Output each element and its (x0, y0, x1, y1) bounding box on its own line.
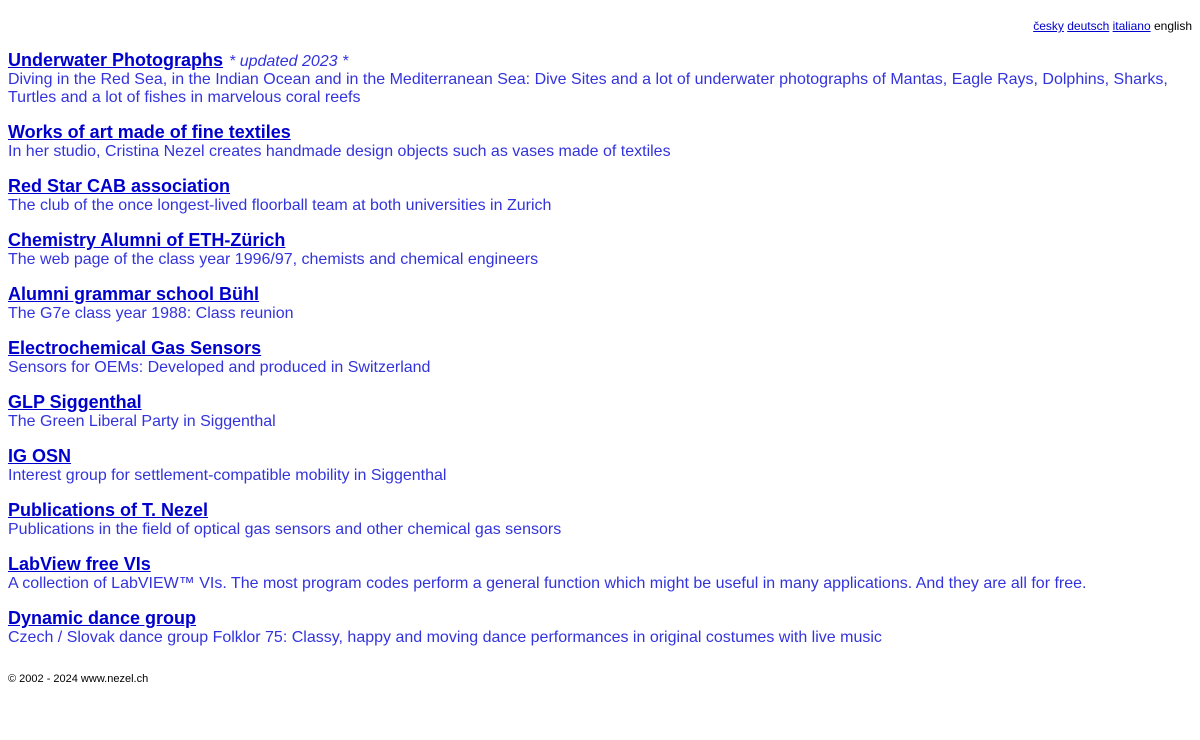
entry-update-note: * updated 2023 * (229, 53, 349, 70)
lang-link-czech[interactable]: česky (1033, 19, 1064, 33)
entry-title-link[interactable]: Chemistry Alumni of ETH-Zürich (8, 230, 286, 250)
entry-title-link[interactable]: Alumni grammar school Bühl (8, 284, 260, 304)
entry-title-link[interactable]: Publications of T. Nezel (8, 500, 209, 520)
entry-title-link[interactable]: Underwater Photographs (8, 50, 224, 70)
entry-description: Diving in the Red Sea, in the Indian Ocean and in the Mediterranean Sea: Dive Sites and a lot of underwater photographs of Mantas, Eagle Rays, Dolphins, Sharks, Turtles and a lot of fishes in marvelous coral reefs (8, 71, 1168, 106)
list-item (8, 122, 1192, 161)
entry-title-link[interactable]: GLP Siggenthal (8, 392, 142, 412)
entry-title-link[interactable]: Red Star CAB association (8, 176, 231, 196)
list-item (8, 446, 1192, 485)
entry-title-link[interactable]: Works of art made of fine textiles (8, 122, 291, 142)
entry-title-link[interactable]: Electrochemical Gas Sensors (8, 338, 262, 358)
entry-description: Publications in the field of optical gas sensors and other chemical gas sensors (8, 521, 562, 538)
list-item (8, 230, 1192, 269)
entry-description: Czech / Slovak dance group Folklor 75: Classy, happy and moving dance performances in original costumes with live music (8, 629, 882, 646)
footer-copyright: © 2002 - 2024 www.nezel.ch (8, 673, 149, 685)
list-item (8, 554, 1192, 593)
entry-title-link[interactable]: LabView free VIs (8, 554, 151, 574)
entry-title-link[interactable]: Dynamic dance group (8, 608, 197, 628)
language-switcher (1033, 19, 1192, 33)
list-item (8, 500, 1192, 539)
entry-description: Sensors for OEMs: Developed and produced in Switzerland (8, 359, 431, 376)
entry-description: In her studio, Cristina Nezel creates handmade design objects such as vases made of textiles (8, 143, 671, 160)
entry-description: The G7e class year 1988: Class reunion (8, 305, 294, 322)
list-item (8, 608, 1192, 647)
entry-description: A collection of LabVIEW™ VIs. The most program codes perform a general function which might be useful in many applications. And they are all for free. (8, 575, 1087, 592)
entry-description: Interest group for settlement-compatible mobility in Siggenthal (8, 467, 447, 484)
lang-link-italian[interactable]: italiano (1112, 19, 1151, 33)
list-item (8, 176, 1192, 215)
lang-current-english: english (1153, 19, 1192, 33)
lang-link-german[interactable]: deutsch (1067, 19, 1110, 33)
list-item (8, 392, 1192, 431)
list-item (8, 50, 1192, 107)
entry-description: The club of the once longest-lived floorball team at both universities in Zurich (8, 197, 552, 214)
entry-description: The Green Liberal Party in Siggenthal (8, 413, 276, 430)
entry-title-link[interactable]: IG OSN (8, 446, 72, 466)
link-list (8, 50, 1192, 662)
list-item (8, 284, 1192, 323)
list-item (8, 338, 1192, 377)
entry-description: The web page of the class year 1996/97, chemists and chemical engineers (8, 251, 539, 268)
